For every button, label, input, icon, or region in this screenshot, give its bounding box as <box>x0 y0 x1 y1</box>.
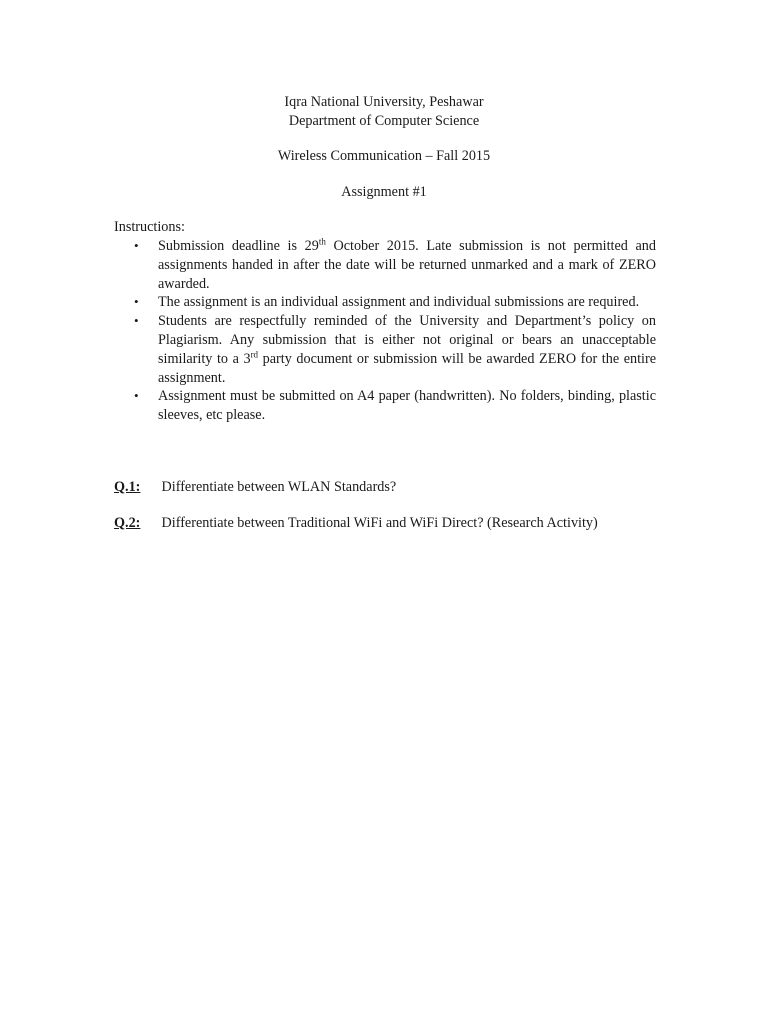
bullet-icon: • <box>134 388 139 404</box>
instruction-text: Assignment must be submitted on A4 paper (handwritten). No folders, binding, plastic sleeves, etc please. <box>158 388 656 424</box>
bullet-icon: • <box>134 313 139 329</box>
instructions-heading: Instructions: <box>114 219 185 235</box>
question-text: Differentiate between WLAN Standards? <box>161 479 397 495</box>
instruction-text: The assignment is an individual assignment and individual submissions are required. <box>158 294 640 311</box>
question-text: Differentiate between Traditional WiFi and WiFi Direct? (Research Activity) <box>161 515 598 531</box>
university-name: Iqra National University, Peshawar <box>284 94 484 110</box>
question-2 <box>114 514 598 532</box>
ordinal-suffix: th <box>318 236 326 247</box>
instruction-text: Submission deadline is 29 <box>158 238 319 254</box>
bullet-icon: • <box>134 294 139 310</box>
course-title: Wireless Communication – Fall 2015 <box>277 148 491 164</box>
ordinal-suffix: rd <box>250 349 259 360</box>
department-name: Department of Computer Science <box>288 113 480 129</box>
question-1 <box>114 478 396 496</box>
instructions-list <box>114 237 656 425</box>
assignment-title: Assignment #1 <box>341 184 427 200</box>
instruction-item-plagiarism <box>114 312 656 387</box>
instruction-text: party document or submission will be awarded ZERO for the entire assignment. <box>158 350 656 386</box>
instruction-item-paper <box>114 387 656 425</box>
question-label: Q.2: <box>114 515 141 531</box>
instruction-item-individual <box>114 293 656 312</box>
instruction-item-deadline <box>114 237 656 293</box>
question-label: Q.1: <box>114 479 141 495</box>
instruction-text: Students are respectfully reminded of the University and Department’s policy on Plagiarism. Any submission that is either not original or bears an unacceptable similarity to a 3 <box>158 313 656 367</box>
bullet-icon: • <box>134 238 139 253</box>
instruction-text: October 2015. Late submission is not permitted and assignments handed in after the date will be returned unmarked and a mark of ZERO awarded. <box>158 238 656 292</box>
